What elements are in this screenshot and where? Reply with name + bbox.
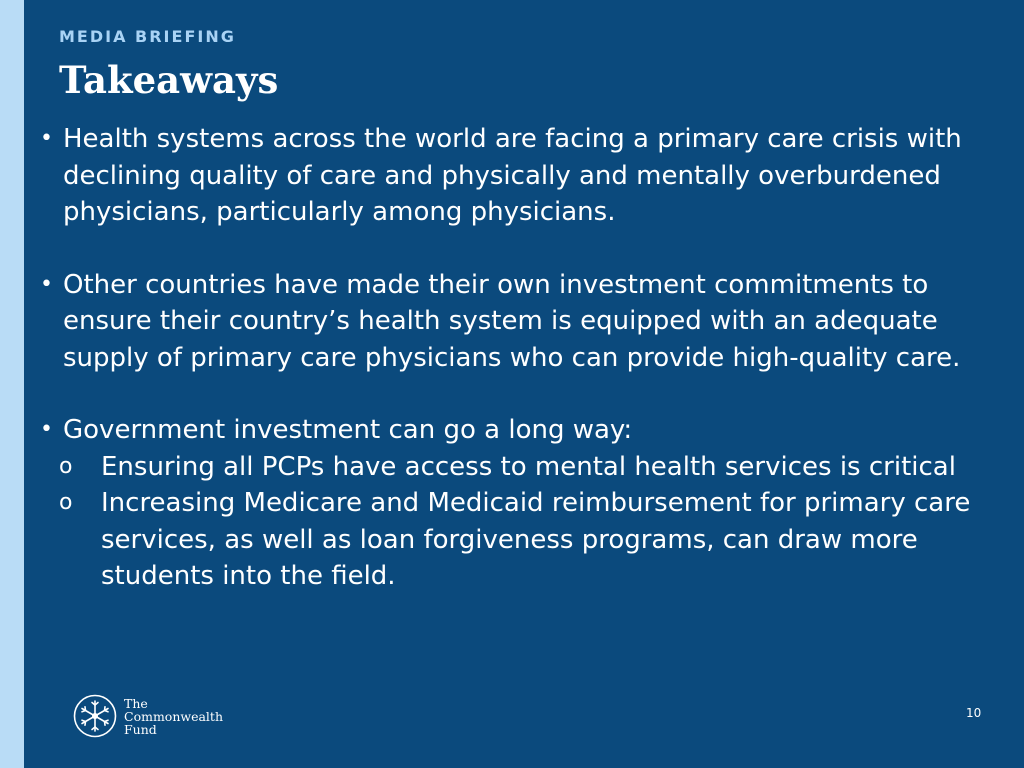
commonwealth-fund-logo — [73, 694, 223, 738]
bullet-text: Other countries have made their own investment commitments to ensure their country’s health system is equipped with an adequate supply of primary care physicians who can provide high-quality care. — [63, 269, 961, 373]
bullet-item — [40, 267, 1015, 377]
takeaways-list — [40, 121, 1015, 595]
bullet-marker: • — [40, 271, 53, 297]
bullet-item — [40, 412, 1015, 449]
sub-bullet-marker: o — [59, 490, 73, 515]
eyebrow-label: MEDIA BRIEFING — [59, 27, 236, 46]
bullet-item — [40, 121, 1015, 231]
logo-line: Commonwealth — [124, 708, 223, 724]
sub-bullet-item — [59, 485, 1015, 595]
logo-line: The — [124, 695, 148, 711]
sub-bullet-text: Increasing Medicare and Medicaid reimbursement for primary care services, as well as loan forgiveness programs, can draw more students into the field. — [101, 488, 971, 591]
logo-wordmark — [124, 697, 223, 736]
page-number: 10 — [966, 706, 982, 720]
sub-bullet-marker: o — [59, 453, 73, 479]
logo-line: Fund — [124, 721, 157, 737]
bullet-body — [63, 412, 1015, 449]
snowflake-emblem-icon — [73, 694, 117, 738]
bullet-text: Government investment can go a long way: — [63, 415, 633, 445]
sub-bullet-item — [59, 449, 1015, 486]
bullet-marker: • — [40, 417, 53, 442]
bullet-marker: • — [40, 126, 53, 151]
slide-title: Takeaways — [59, 58, 279, 102]
bullet-text: Health systems across the world are facing a primary care crisis with declining quality of care and physically and mentally overburdened physicians, particularly among physicians. — [63, 124, 962, 227]
sub-bullet-text: Ensuring all PCPs have access to mental health services is critical — [101, 451, 956, 482]
left-accent-stripe — [0, 0, 24, 768]
